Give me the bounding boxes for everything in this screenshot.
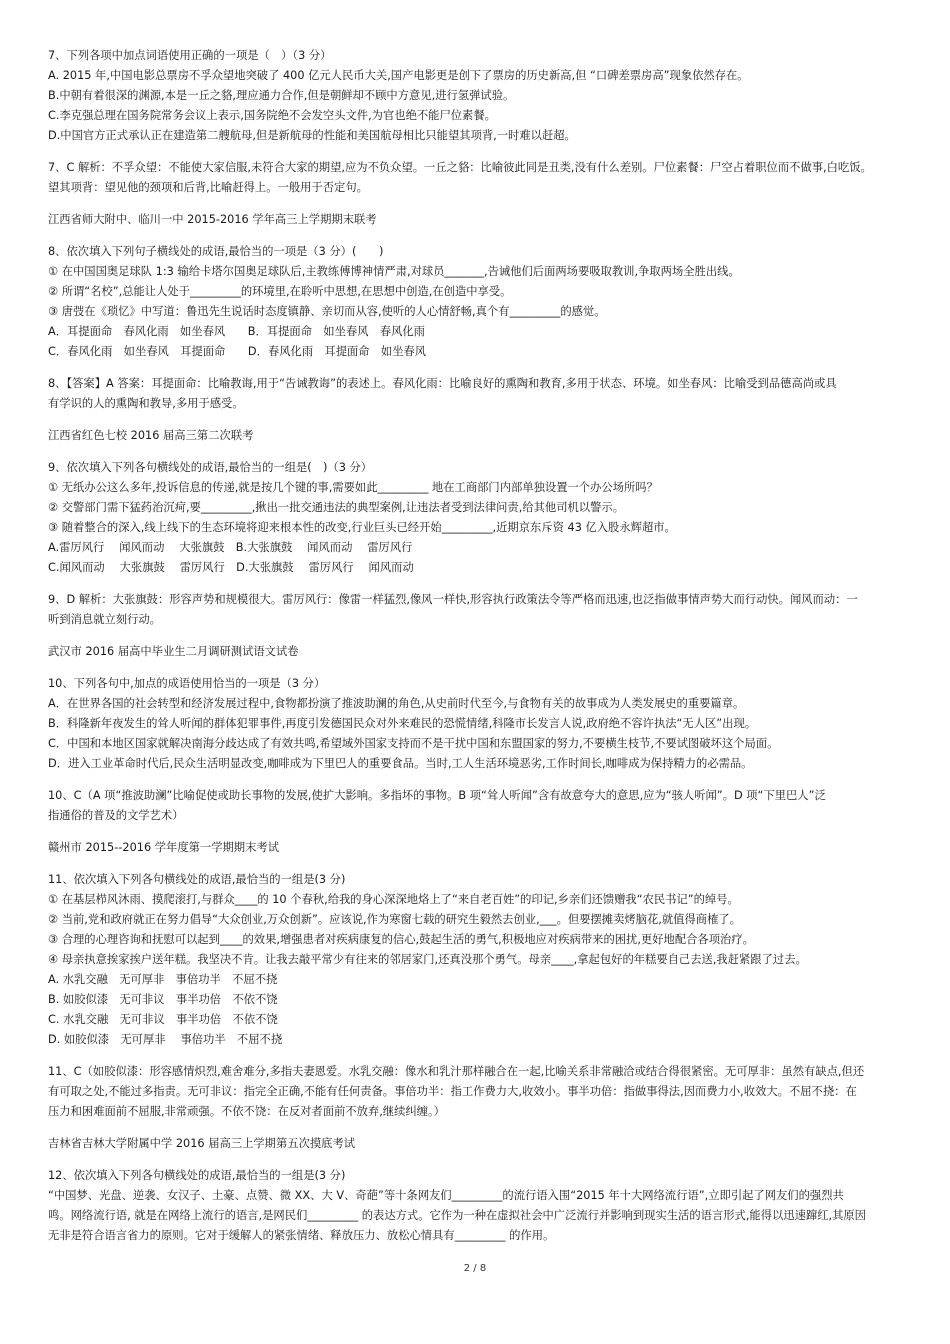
text-line: 有学识的人的熏陶和教导,多用于感受。 — [48, 397, 244, 410]
text-line: B．科隆新年夜发生的耸人听闻的群体犯罪事件,再度引发德国民众对外来难民的恐慌情绪,科隆市长发言人说,政府绝不容许执法“无人区”出现。 — [48, 717, 757, 730]
text-line: C.李克强总理在国务院常务会议上表示,国务院绝不会发空头文件,为官也绝不能尸位素餐。 — [48, 109, 496, 122]
text-line: 8、依次填入下列句子横线处的成语,最恰当的一项是（3 分）( ) — [48, 245, 384, 258]
text-line: 江西省师大附中、临川一中 2015-2016 学年高三上学期期末联考 — [48, 213, 377, 226]
text-line: 鸣。网络流行语, 就是在网络上流行的语言,是网民们_________ 的表达方式。它作为一种在虚拟社会中广泛流行并影响到现实生活的语言形式,能得以迅速蹿红,其原因 — [48, 1209, 866, 1222]
text-line: 望其项背：望见他的颈项和后背,比喻赶得上。一般用于否定句。 — [48, 181, 368, 194]
text-line: 8、【答案】A 答案：耳提面命：比喻教诲,用于“告诫教诲”的表述上。春风化雨：比喻良好的熏陶和教育,多用于状态、环境。如坐春风：比喻受到品德高尚或具 — [48, 377, 837, 390]
page-number: 2 / 8 — [463, 1263, 487, 1274]
text-line: 7、下列各项中加点词语使用正确的一项是（ ）（3 分） — [48, 49, 332, 62]
text-line: ③ 随着整合的深入,线上线下的生态环境将迎来根本性的改变,行业巨头已经开始_________,近期京东斥资 43 亿入股永辉超市。 — [48, 521, 676, 534]
block-spacer — [48, 858, 908, 870]
text-line: ③ 唐弢在《琐忆》中写道：鲁迅先生说话时态度镇静、亲切而从容,使听的人心情舒畅,真个有_________的感觉。 — [48, 305, 606, 318]
block-spacer — [48, 446, 908, 458]
text-line: A. 2015 年,中国电影总票房不孚众望地突破了 400 亿元人民币大关,国产电影更是创下了票房的历史新高,但 “口碑差票房高”现象依然存在。 — [48, 69, 749, 82]
text-line: D．进入工业革命时代后,民众生活明显改变,咖啡成为下里巴人的重要食品。当时,工人生活环境恶劣,工作时间长,咖啡成为保持精力的必需品。 — [48, 757, 753, 770]
text-line: ② 所谓“名校”,总能让人处于_________的环境里,在聆听中思想,在思想中创造,在创造中享受。 — [48, 285, 512, 298]
block-spacer — [48, 630, 908, 642]
text-block — [48, 838, 908, 858]
text-line: A.雷厉风行 闻风而动 大张旗鼓 B.大张旗鼓 闻风而动 雷厉风行 — [48, 541, 413, 554]
block-spacer — [48, 1154, 908, 1166]
text-line: 江西省红色七校 2016 届高三第二次联考 — [48, 429, 254, 442]
text-block — [48, 642, 908, 662]
text-line: C.闻风而动 大张旗鼓 雷厉风行 D.大张旗鼓 雷厉风行 闻风而动 — [48, 561, 414, 574]
block-spacer — [48, 774, 908, 786]
text-line: B.中朝有着很深的渊源,本是一丘之貉,理应通力合作,但是朝鲜却不顾中方意见,进行氢弹试验。 — [48, 89, 515, 102]
text-line: 10、下列各句中,加点的成语使用恰当的一项是（3 分） — [48, 677, 326, 690]
document-page — [48, 46, 908, 1246]
text-line: A. 水乳交融 无可厚非 事倍功半 不屈不挠 — [48, 973, 278, 986]
text-line: ② 交警部门需下猛药治沉疴,要_________,揪出一批交通违法的典型案例,让违法者受到法律问责,给其他司机以警示。 — [48, 501, 624, 514]
block-spacer — [48, 414, 908, 426]
block-spacer — [48, 198, 908, 210]
text-line: ④ 母亲执意挨家挨户送年糕。我坚决不肯。让我去敲平常少有往来的邻居家门,还真没那个勇气。母亲____,拿起包好的年糕要自己去送,我赶紧跟了过去。 — [48, 953, 807, 966]
text-block — [48, 1166, 908, 1246]
text-line: ① 在中国国奥足球队 1:3 输给卡塔尔国奥足球队后,主教练傅博神情严肃,对球员_______,告诫他们后面两场要吸取教训,争取两场全胜出线。 — [48, 265, 740, 278]
text-line: ① 在基层栉风沐雨、摸爬滚打,与群众____的 10 个春秋,给我的身心深深地烙上了“来自老百姓”的印记,乡亲们还馈赠我“农民书记”的绰号。 — [48, 893, 739, 906]
text-line: C. 水乳交融 无可非议 事半功倍 不依不饶 — [48, 1013, 278, 1026]
text-line: ② 当前,党和政府就正在努力倡导“大众创业,万众创新”。应该说,作为寒窗七载的研究生毅然去创业,___。但要摆摊卖烤脑花,就值得商榷了。 — [48, 913, 741, 926]
text-line: 10、C（A 项“推波助澜”比喻促使或助长事物的发展,使扩大影响。多指坏的事物。B 项“耸人听闻”含有故意夸大的意思,应为“骇人听闻”。D 项“下里巴人”泛 — [48, 789, 826, 802]
text-block — [48, 158, 908, 198]
text-line: A．耳提面命 春风化雨 如坐春风 B．耳提面命 如坐春风 春风化雨 — [48, 325, 425, 338]
block-spacer — [48, 578, 908, 590]
text-line: D.中国官方正式承认正在建造第二艘航母,但是新航母的性能和美国航母相比只能望其项背,一时难以赶超。 — [48, 129, 576, 142]
text-block — [48, 46, 908, 146]
text-line: C．中国和本地区国家就解决南海分歧达成了有效共鸣,希望域外国家支持而不是干扰中国和东盟国家的努力,不要横生枝节,不要试图破坏这个局面。 — [48, 737, 779, 750]
text-line: 9、D 解析：大张旗鼓：形容声势和规模很大。雷厉风行：像雷一样猛烈,像风一样快,形容执行政策法令等严格而迅速,也泛指做事情声势大而行动快。闻风而动：一 — [48, 593, 858, 606]
text-block — [48, 1134, 908, 1154]
text-block — [48, 374, 908, 414]
text-line: 压力和困难面前不屈服,非常顽强。不依不饶：在反对者面前不放弃,继续纠缠。） — [48, 1105, 445, 1118]
block-spacer — [48, 662, 908, 674]
text-line: D. 如胶似漆 无可厚非 事倍功半 不屈不挠 — [48, 1033, 283, 1046]
text-line: 指通俗的普及的文学艺术） — [48, 809, 184, 822]
text-line: C．春风化雨 如坐春风 耳提面命 D．春风化雨 耳提面命 如坐春风 — [48, 345, 427, 358]
text-block — [48, 242, 908, 362]
text-line: ③ 合理的心理咨询和抚慰可以起到____的效果,增强患者对疾病康复的信心,鼓起生活的勇气,积极地应对疾病带来的困扰,更好地配合各项治疗。 — [48, 933, 754, 946]
text-line: 赣州市 2015--2016 学年度第一学期期末考试 — [48, 841, 279, 854]
text-line: B. 如胶似漆 无可非议 事半功倍 不依不饶 — [48, 993, 278, 1006]
block-spacer — [48, 826, 908, 838]
text-block — [48, 674, 908, 774]
text-line: 9、依次填入下列各句横线处的成语,最恰当的一组是( )（3 分） — [48, 461, 373, 474]
text-line: 无非是符合语言省力的原则。它对于缓解人的紧张情绪、释放压力、放松心情具有_________ 的作用。 — [48, 1229, 555, 1242]
text-block — [48, 426, 908, 446]
text-line: 11、C（如胶似漆：形容感情炽烈,难舍难分,多指夫妻恩爱。水乳交融：像水和乳汁那样融合在一起,比喻关系非常融洽或结合得很紧密。无可厚非：虽然有缺点,但还 — [48, 1065, 865, 1078]
block-spacer — [48, 146, 908, 158]
block-spacer — [48, 362, 908, 374]
text-line: 12、依次填入下列各句横线处的成语,最恰当的一组是(3 分) — [48, 1169, 346, 1182]
text-line: 听到消息就立刻行动。 — [48, 613, 161, 626]
text-line: 有可取之处,不能过多指责。无可非议：指完全正确,不能有任何责备。事倍功半：指工作费力大,收效小。事半功倍：指做事得法,因而费力小,收效大。不屈不挠：在 — [48, 1085, 857, 1098]
block-spacer — [48, 1050, 908, 1062]
text-line: 7、C 解析：不孚众望：不能使大家信服,未符合大家的期望,应为不负众望。一丘之貉：比喻彼此同是丑类,没有什么差别。尸位素餐：尸空占着职位而不做事,白吃饭。 — [48, 161, 872, 174]
text-line: 11、依次填入下列各句横线处的成语,最恰当的一组是(3 分) — [48, 873, 346, 886]
text-line: A．在世界各国的社会转型和经济发展过程中,食物都扮演了推波助澜的角色,从史前时代至今,与食物有关的故事成为人类发展史的重要篇章。 — [48, 697, 745, 710]
text-block — [48, 590, 908, 630]
text-block — [48, 1062, 908, 1122]
text-block — [48, 210, 908, 230]
text-line: 吉林省吉林大学附属中学 2016 届高三上学期第五次摸底考试 — [48, 1137, 356, 1150]
text-line: ① 无纸办公这么多年,投诉信息的传递,就是按几个键的事,需要如此_________ 地在工商部门内部单独设置一个办公场所吗？ — [48, 481, 658, 494]
block-spacer — [48, 1122, 908, 1134]
text-block — [48, 870, 908, 1050]
text-block — [48, 458, 908, 578]
block-spacer — [48, 230, 908, 242]
text-line: 武汉市 2016 届高中毕业生二月调研测试语文试卷 — [48, 645, 299, 658]
text-line: “中国梦、光盘、逆袭、女汉子、土豪、点赞、微 XX、大 V、奇葩”等十条网友们_________的流行语入围“2015 年十大网络流行语”,立即引起了网友们的强烈共 — [48, 1189, 844, 1202]
text-block — [48, 786, 908, 826]
